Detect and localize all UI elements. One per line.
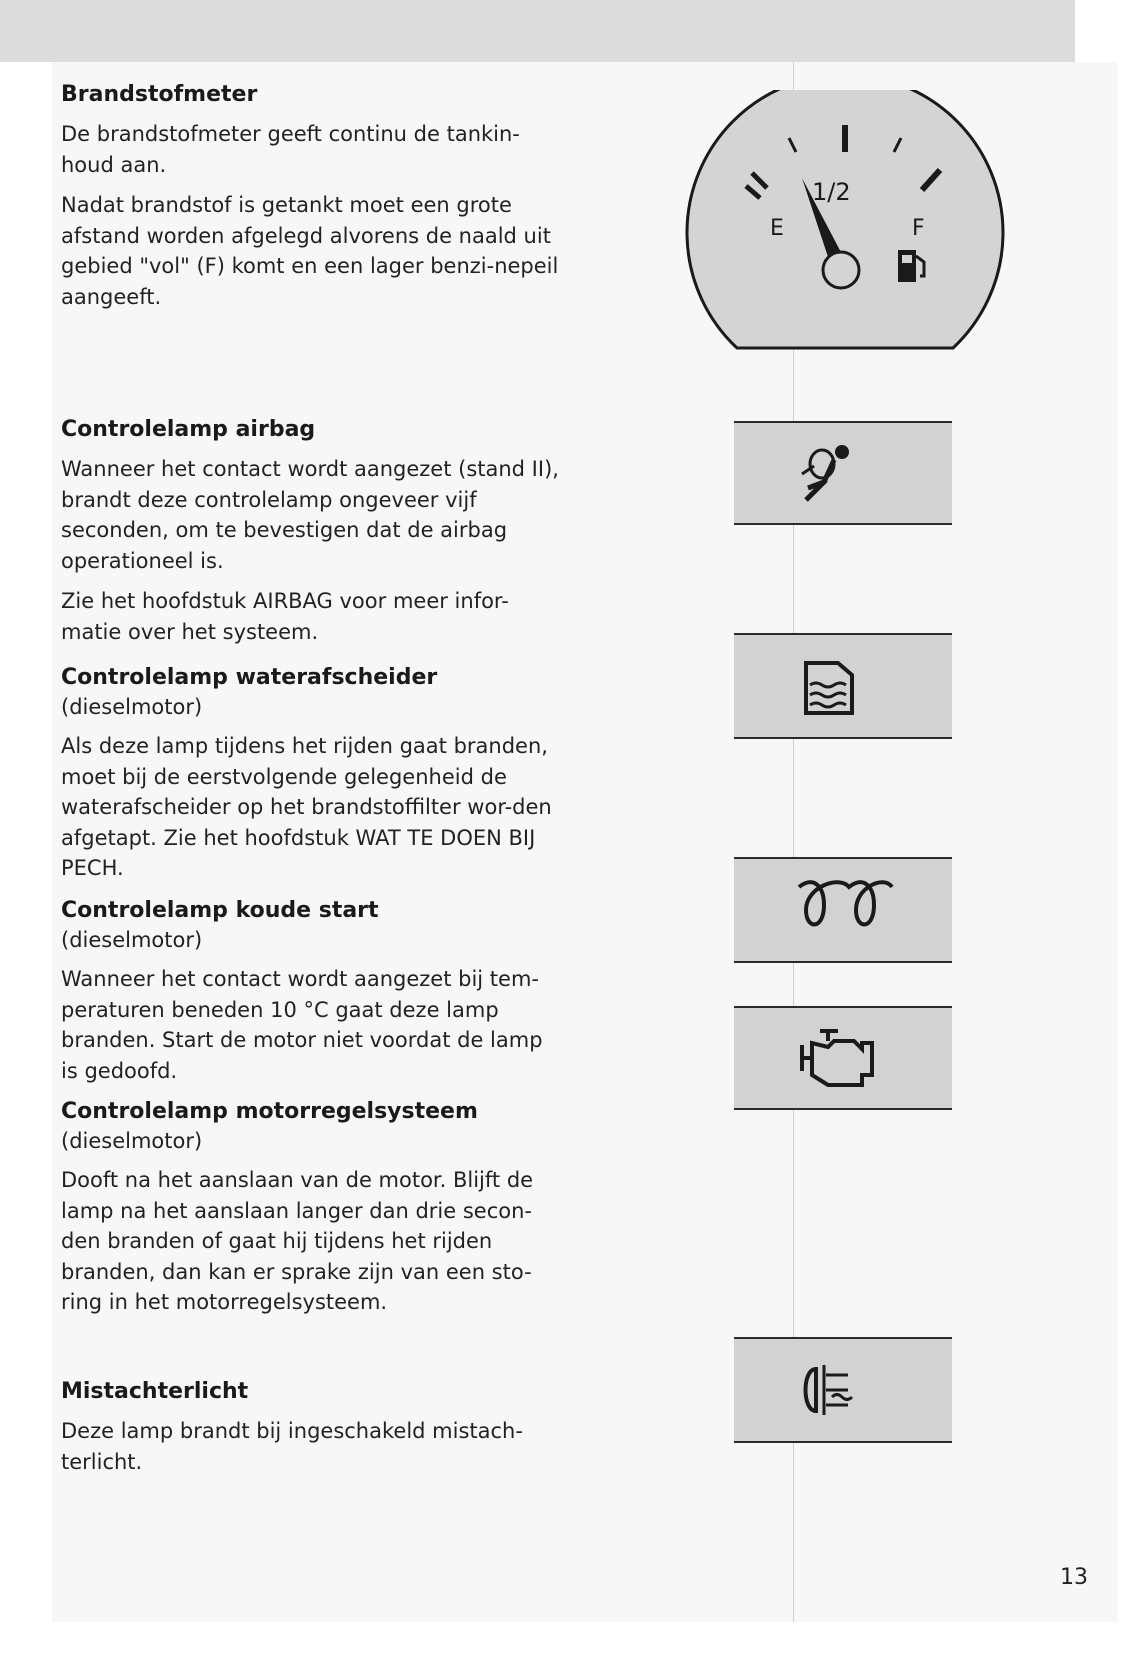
paragraph: De brandstofmeter geeft continu de tankin-houd aan.	[61, 122, 520, 177]
section-subtitle: (dieselmotor)	[61, 695, 203, 719]
section-title: Controlelamp airbag	[61, 417, 316, 442]
paragraph: Wanneer het contact wordt aangezet (stand II), brandt deze controlelamp ongeveer vijf seconden, om te bevestigen dat de airbag operationeel is.	[61, 457, 559, 573]
section-title: Controlelamp motorregelsysteem	[61, 1099, 478, 1124]
engine-icon	[794, 1023, 884, 1093]
section-waterafscheider	[61, 663, 561, 884]
airbag-icon	[794, 438, 864, 508]
page-number: 13	[1060, 1565, 1088, 1590]
section-title: Mistachterlicht	[61, 1379, 249, 1404]
section-koude-start	[61, 896, 561, 1086]
gauge-label-empty: E	[770, 216, 784, 241]
header-band	[0, 0, 1075, 62]
section-subtitle: (dieselmotor)	[61, 928, 203, 952]
paragraph: Zie het hoofdstuk AIRBAG voor meer infor-matie over het systeem.	[61, 589, 509, 644]
glow-plug-icon	[794, 875, 894, 945]
section-mistachterlicht	[61, 1377, 561, 1477]
gauge-label-half: 1/2	[812, 178, 851, 206]
paragraph: Wanneer het contact wordt aangezet bij tem-peraturen beneden 10 °C gaat deze lamp branden. Start de motor niet voordat de lamp is gedoofd.	[61, 967, 543, 1083]
engine-lamp	[734, 1006, 952, 1110]
section-subtitle: (dieselmotor)	[61, 1129, 203, 1153]
airbag-lamp	[734, 421, 952, 525]
paragraph: Nadat brandstof is getankt moet een grote afstand worden afgelegd alvorens de naald uit gebied "vol" (F) komt en een lager benzi-nepeil aangeeft.	[61, 193, 559, 309]
paragraph: Als deze lamp tijdens het rijden gaat branden, moet bij de eerstvolgende gelegenheid de waterafscheider op het brandstoffilter wor-den afgetapt. Zie het hoofdstuk WAT TE DOEN BIJ PECH.	[61, 734, 552, 880]
rear-fog-light-lamp	[734, 1337, 952, 1443]
section-brandstofmeter	[61, 80, 561, 312]
glow-plug-lamp	[734, 857, 952, 963]
section-title: Controlelamp waterafscheider	[61, 665, 438, 690]
rear-fog-light-icon	[794, 1355, 874, 1425]
water-separator-lamp	[734, 633, 952, 739]
paragraph: Deze lamp brandt bij ingeschakeld mistach-terlicht.	[61, 1419, 523, 1474]
paragraph: Dooft na het aanslaan van de motor. Blijft de lamp na het aanslaan langer dan drie secon-den branden of gaat hij tijdens het rijden branden, dan kan er sprake zijn van een sto-ring in het motorregelsysteem.	[61, 1168, 534, 1314]
gauge-hub	[823, 252, 859, 288]
fuel-gauge	[680, 90, 1010, 360]
gauge-label-full: F	[912, 216, 925, 241]
section-title: Brandstofmeter	[61, 82, 258, 107]
water-separator-icon	[794, 651, 864, 721]
section-motorregelsysteem	[61, 1097, 561, 1318]
section-airbag	[61, 415, 561, 647]
section-title: Controlelamp koude start	[61, 898, 379, 923]
